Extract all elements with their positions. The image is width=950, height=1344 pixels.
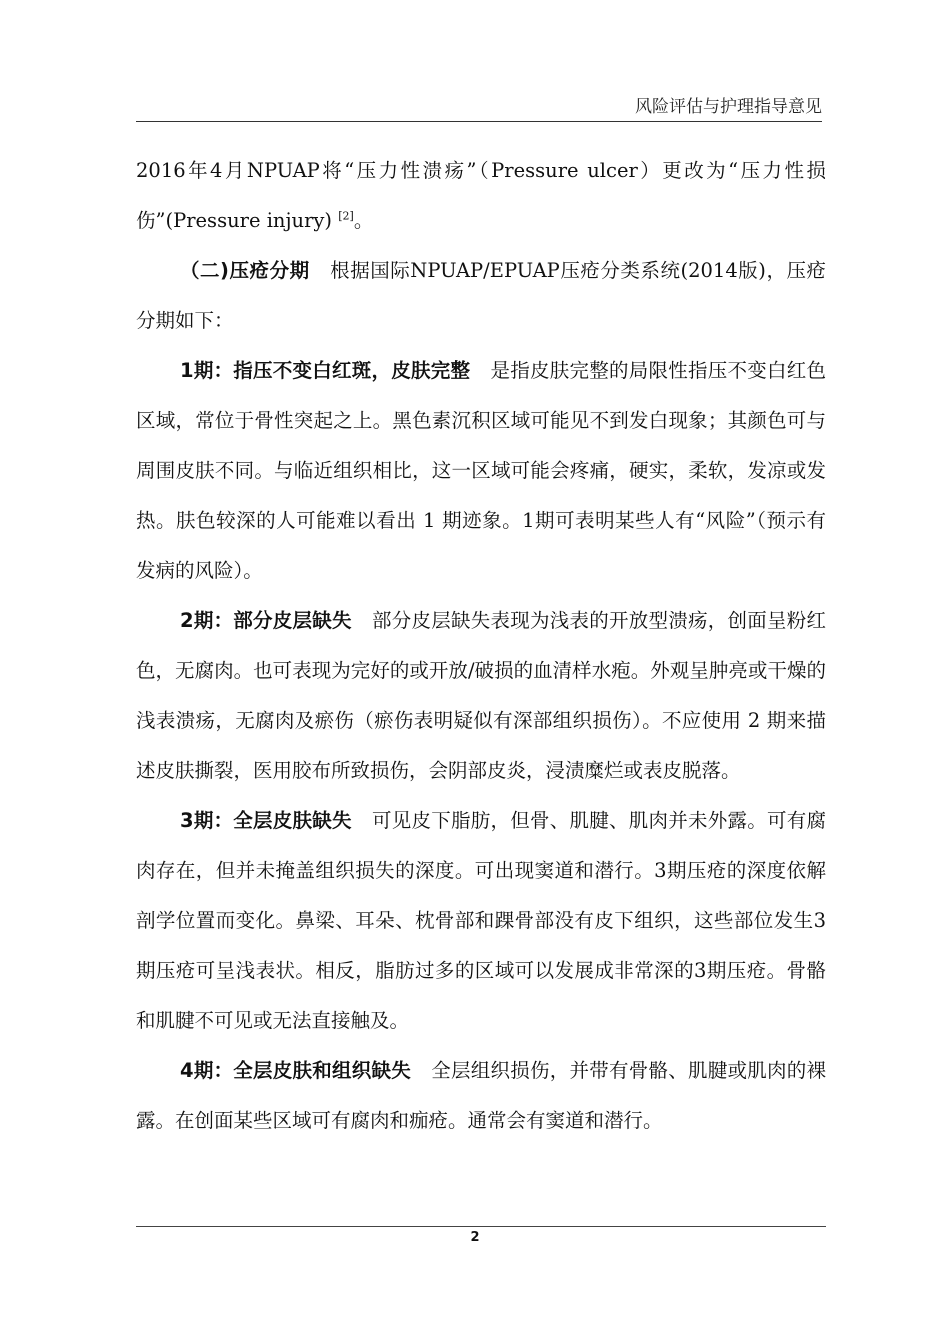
footer-rule	[136, 1226, 826, 1227]
paragraph-stage-2	[136, 596, 826, 796]
header-title: 风险评估与护理指导意见	[635, 97, 822, 117]
paragraph-text: 部分皮层缺失表现为浅表的开放型溃疡，创面呈粉红色，无腐肉。也可表现为完好的或开放/破损的血清样水疱。外观呈肿亮或干燥的浅表溃疡，无腐肉及瘀伤（瘀伤表明疑似有深部组织损伤）。不应使用 2 期来描述皮肤撕裂，医用胶布所致损伤，会阴部皮炎，浸渍糜烂或表皮脱落。	[136, 609, 826, 782]
paragraph-stage-4	[136, 1046, 826, 1146]
stage-heading: 1期：指压不变白红斑，皮肤完整	[180, 359, 471, 382]
paragraph-intro	[136, 146, 826, 246]
header-rule	[136, 121, 822, 122]
stage-heading: 4期：全层皮肤和组织缺失	[180, 1059, 412, 1082]
stage-heading: 2期：部分皮层缺失	[180, 609, 352, 632]
citation-ref: [2]	[338, 209, 354, 223]
paragraph-text: 是指皮肤完整的局限性指压不变白红色区域，常位于骨性突起之上。黑色素沉积区域可能见不到发白现象；其颜色可与周围皮肤不同。与临近组织相比，这一区域可能会疼痛，硬实，柔软，发凉或发热。肤色较深的人可能难以看出 1 期迹象。1期可表明某些人有“风险”（预示有发病的风险）。	[136, 359, 826, 582]
page-header	[136, 92, 822, 118]
paragraph-stage-1	[136, 346, 826, 596]
section-heading: （二)压疮分期	[180, 259, 310, 282]
paragraph-staging	[136, 246, 826, 346]
paragraph-text: 2016年4月NPUAP将“压力性溃疡”（Pressure ulcer）更改为“压力性损伤”(Pressure injury)	[136, 159, 826, 232]
paragraph-text: 可见皮下脂肪，但骨、肌腱、肌肉并未外露。可有腐肉存在，但并未掩盖组织损失的深度。可出现窦道和潜行。3期压疮的深度依解剖学位置而变化。鼻梁、耳朵、枕骨部和踝骨部没有皮下组织，这些部位发生3期压疮可呈浅表状。相反，脂肪过多的区域可以发展成非常深的3期压疮。骨骼和肌腱不可见或无法直接触及。	[136, 809, 826, 1032]
page-number: 2	[470, 1230, 480, 1245]
paragraph-text: 根据国际NPUAP/EPUAP压疮分类系统(2014版)，压疮分期如下：	[136, 259, 826, 332]
paragraph-text: 全层组织损伤，并带有骨骼、肌腱或肌肉的裸露。在创面某些区域可有腐肉和痂疮。通常会有窦道和潜行。	[136, 1059, 826, 1132]
stage-heading: 3期：全层皮肤缺失	[180, 809, 352, 832]
paragraph-stage-3	[136, 796, 826, 1046]
document-body	[136, 146, 826, 1146]
paragraph-tail: 。	[353, 209, 374, 232]
